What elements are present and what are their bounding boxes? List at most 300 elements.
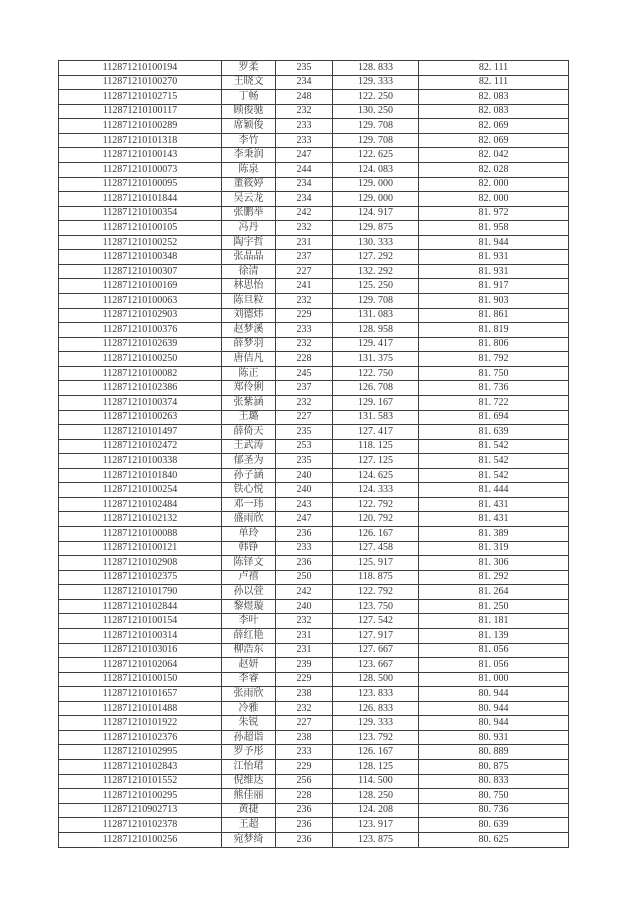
score1-cell: 227 bbox=[276, 264, 333, 279]
name-cell: 刘德炜 bbox=[222, 308, 276, 323]
table-row bbox=[59, 148, 569, 163]
score1-cell: 232 bbox=[276, 104, 333, 119]
score2-cell: 129. 000 bbox=[333, 192, 419, 207]
table-row bbox=[59, 512, 569, 527]
score3-cell: 81. 444 bbox=[419, 483, 569, 498]
name-cell: 顾俊驰 bbox=[222, 104, 276, 119]
name-cell: 朱锐 bbox=[222, 716, 276, 731]
table-row bbox=[59, 264, 569, 279]
score3-cell: 81. 319 bbox=[419, 541, 569, 556]
score3-cell: 82. 111 bbox=[419, 61, 569, 76]
score2-cell: 127. 417 bbox=[333, 425, 419, 440]
exam-id-cell: 112871210100150 bbox=[59, 672, 222, 687]
score3-cell: 81. 181 bbox=[419, 614, 569, 629]
exam-id-cell: 112871210100105 bbox=[59, 221, 222, 236]
score1-cell: 235 bbox=[276, 61, 333, 76]
table-row bbox=[59, 352, 569, 367]
name-cell: 陈铎文 bbox=[222, 556, 276, 571]
exam-id-cell: 112871210102844 bbox=[59, 599, 222, 614]
score2-cell: 124. 083 bbox=[333, 162, 419, 177]
score1-cell: 240 bbox=[276, 468, 333, 483]
table-row bbox=[59, 614, 569, 629]
table-row bbox=[59, 323, 569, 338]
score1-cell: 248 bbox=[276, 90, 333, 105]
table-row bbox=[59, 75, 569, 90]
table-row bbox=[59, 294, 569, 309]
exam-id-cell: 112871210102375 bbox=[59, 570, 222, 585]
score3-cell: 81. 806 bbox=[419, 337, 569, 352]
name-cell: 单玲 bbox=[222, 527, 276, 542]
score3-cell: 80. 833 bbox=[419, 774, 569, 789]
score2-cell: 129. 875 bbox=[333, 221, 419, 236]
score1-cell: 233 bbox=[276, 541, 333, 556]
exam-id-cell: 112871210100121 bbox=[59, 541, 222, 556]
exam-id-cell: 112871210101840 bbox=[59, 468, 222, 483]
table-row bbox=[59, 337, 569, 352]
score1-cell: 232 bbox=[276, 614, 333, 629]
table-row bbox=[59, 818, 569, 833]
name-cell: 席颖俊 bbox=[222, 119, 276, 134]
table-row bbox=[59, 599, 569, 614]
exam-id-cell: 112871210100082 bbox=[59, 366, 222, 381]
exam-id-cell: 112871210100289 bbox=[59, 119, 222, 134]
name-cell: 李竹 bbox=[222, 133, 276, 148]
score2-cell: 124. 917 bbox=[333, 206, 419, 221]
score3-cell: 82. 083 bbox=[419, 104, 569, 119]
table-row bbox=[59, 541, 569, 556]
score2-cell: 123. 833 bbox=[333, 687, 419, 702]
table-row bbox=[59, 687, 569, 702]
name-cell: 郁圣为 bbox=[222, 454, 276, 469]
score1-cell: 232 bbox=[276, 701, 333, 716]
score3-cell: 81. 542 bbox=[419, 454, 569, 469]
table-row bbox=[59, 701, 569, 716]
score1-cell: 228 bbox=[276, 352, 333, 367]
table-row bbox=[59, 803, 569, 818]
name-cell: 林思怡 bbox=[222, 279, 276, 294]
table-row bbox=[59, 308, 569, 323]
table-row bbox=[59, 177, 569, 192]
name-cell: 邓一玮 bbox=[222, 497, 276, 512]
exam-id-cell: 112871210102843 bbox=[59, 760, 222, 775]
score1-cell: 245 bbox=[276, 366, 333, 381]
score2-cell: 125. 917 bbox=[333, 556, 419, 571]
name-cell: 丁畅 bbox=[222, 90, 276, 105]
score1-cell: 235 bbox=[276, 454, 333, 469]
name-cell: 卢禧 bbox=[222, 570, 276, 585]
exam-id-cell: 112871210100254 bbox=[59, 483, 222, 498]
score3-cell: 82. 083 bbox=[419, 90, 569, 105]
table-row bbox=[59, 658, 569, 673]
exam-id-cell: 112871210102378 bbox=[59, 818, 222, 833]
name-cell: 郑伶俐 bbox=[222, 381, 276, 396]
score1-cell: 242 bbox=[276, 206, 333, 221]
name-cell: 陶宇哲 bbox=[222, 235, 276, 250]
score2-cell: 126. 708 bbox=[333, 381, 419, 396]
name-cell: 王武涛 bbox=[222, 439, 276, 454]
score1-cell: 236 bbox=[276, 527, 333, 542]
score1-cell: 238 bbox=[276, 687, 333, 702]
name-cell: 吴云龙 bbox=[222, 192, 276, 207]
score2-cell: 122. 250 bbox=[333, 90, 419, 105]
score2-cell: 128. 125 bbox=[333, 760, 419, 775]
exam-id-cell: 112871210100256 bbox=[59, 832, 222, 847]
name-cell: 倪维达 bbox=[222, 774, 276, 789]
table-row bbox=[59, 61, 569, 76]
exam-id-cell: 112871210100263 bbox=[59, 410, 222, 425]
score2-cell: 130. 333 bbox=[333, 235, 419, 250]
name-cell: 徐清 bbox=[222, 264, 276, 279]
exam-id-cell: 112871210102386 bbox=[59, 381, 222, 396]
name-cell: 李秉润 bbox=[222, 148, 276, 163]
exam-id-cell: 112871210102903 bbox=[59, 308, 222, 323]
score2-cell: 124. 625 bbox=[333, 468, 419, 483]
score2-cell: 127. 917 bbox=[333, 628, 419, 643]
table-row bbox=[59, 730, 569, 745]
table-row bbox=[59, 454, 569, 469]
table-row bbox=[59, 206, 569, 221]
table-row bbox=[59, 221, 569, 236]
exam-id-cell: 112871210102639 bbox=[59, 337, 222, 352]
score2-cell: 127. 667 bbox=[333, 643, 419, 658]
exam-id-cell: 112871210102908 bbox=[59, 556, 222, 571]
exam-id-cell: 112871210902713 bbox=[59, 803, 222, 818]
score3-cell: 81. 542 bbox=[419, 468, 569, 483]
name-cell: 唐佶凡 bbox=[222, 352, 276, 367]
table-row bbox=[59, 395, 569, 410]
score1-cell: 239 bbox=[276, 658, 333, 673]
name-cell: 陈泉 bbox=[222, 162, 276, 177]
score3-cell: 81. 861 bbox=[419, 308, 569, 323]
score2-cell: 128. 500 bbox=[333, 672, 419, 687]
score3-cell: 80. 889 bbox=[419, 745, 569, 760]
score3-cell: 81. 694 bbox=[419, 410, 569, 425]
name-cell: 薛梦羽 bbox=[222, 337, 276, 352]
name-cell: 王晓文 bbox=[222, 75, 276, 90]
table-row bbox=[59, 468, 569, 483]
name-cell: 黄捷 bbox=[222, 803, 276, 818]
score3-cell: 81. 944 bbox=[419, 235, 569, 250]
score2-cell: 122. 750 bbox=[333, 366, 419, 381]
table-row bbox=[59, 556, 569, 571]
score-table bbox=[58, 60, 569, 848]
name-cell: 张雨欣 bbox=[222, 687, 276, 702]
score3-cell: 80. 750 bbox=[419, 789, 569, 804]
exam-id-cell: 112871210100314 bbox=[59, 628, 222, 643]
name-cell: 张紫涵 bbox=[222, 395, 276, 410]
exam-id-cell: 112871210100250 bbox=[59, 352, 222, 367]
score1-cell: 247 bbox=[276, 512, 333, 527]
exam-id-cell: 112871210102995 bbox=[59, 745, 222, 760]
name-cell: 孙超诣 bbox=[222, 730, 276, 745]
score3-cell: 81. 431 bbox=[419, 512, 569, 527]
score1-cell: 240 bbox=[276, 599, 333, 614]
score1-cell: 236 bbox=[276, 803, 333, 818]
score3-cell: 81. 056 bbox=[419, 643, 569, 658]
table-row bbox=[59, 250, 569, 265]
score3-cell: 80. 944 bbox=[419, 716, 569, 731]
score2-cell: 118. 875 bbox=[333, 570, 419, 585]
exam-id-cell: 112871210101922 bbox=[59, 716, 222, 731]
score1-cell: 234 bbox=[276, 75, 333, 90]
score2-cell: 122. 792 bbox=[333, 497, 419, 512]
exam-id-cell: 112871210102472 bbox=[59, 439, 222, 454]
score2-cell: 118. 125 bbox=[333, 439, 419, 454]
name-cell: 韩铮 bbox=[222, 541, 276, 556]
score3-cell: 80. 625 bbox=[419, 832, 569, 847]
exam-id-cell: 112871210101790 bbox=[59, 585, 222, 600]
table-row bbox=[59, 104, 569, 119]
table-row bbox=[59, 410, 569, 425]
score3-cell: 81. 819 bbox=[419, 323, 569, 338]
table-row bbox=[59, 745, 569, 760]
score1-cell: 232 bbox=[276, 395, 333, 410]
score2-cell: 127. 125 bbox=[333, 454, 419, 469]
name-cell: 薛红艳 bbox=[222, 628, 276, 643]
name-cell: 江怡珺 bbox=[222, 760, 276, 775]
score3-cell: 81. 750 bbox=[419, 366, 569, 381]
score2-cell: 126. 833 bbox=[333, 701, 419, 716]
exam-id-cell: 112871210102376 bbox=[59, 730, 222, 745]
score3-cell: 81. 931 bbox=[419, 250, 569, 265]
score2-cell: 129. 708 bbox=[333, 119, 419, 134]
score3-cell: 81. 056 bbox=[419, 658, 569, 673]
table-row bbox=[59, 439, 569, 454]
score2-cell: 128. 958 bbox=[333, 323, 419, 338]
exam-id-cell: 112871210100117 bbox=[59, 104, 222, 119]
name-cell: 董筱婷 bbox=[222, 177, 276, 192]
score3-cell: 81. 903 bbox=[419, 294, 569, 309]
name-cell: 罗柔 bbox=[222, 61, 276, 76]
name-cell: 铁心悦 bbox=[222, 483, 276, 498]
score1-cell: 236 bbox=[276, 832, 333, 847]
score2-cell: 131. 583 bbox=[333, 410, 419, 425]
score1-cell: 233 bbox=[276, 133, 333, 148]
score3-cell: 81. 292 bbox=[419, 570, 569, 585]
name-cell: 孙以萱 bbox=[222, 585, 276, 600]
table-row bbox=[59, 381, 569, 396]
score3-cell: 82. 069 bbox=[419, 133, 569, 148]
score3-cell: 81. 306 bbox=[419, 556, 569, 571]
score2-cell: 129. 333 bbox=[333, 75, 419, 90]
table-row bbox=[59, 585, 569, 600]
score3-cell: 81. 972 bbox=[419, 206, 569, 221]
table-row bbox=[59, 570, 569, 585]
table-row bbox=[59, 279, 569, 294]
score1-cell: 231 bbox=[276, 643, 333, 658]
table-row bbox=[59, 366, 569, 381]
score2-cell: 123. 750 bbox=[333, 599, 419, 614]
exam-id-cell: 112871210100252 bbox=[59, 235, 222, 250]
name-cell: 薛倚天 bbox=[222, 425, 276, 440]
table-row bbox=[59, 760, 569, 775]
score2-cell: 128. 250 bbox=[333, 789, 419, 804]
table-row bbox=[59, 90, 569, 105]
exam-id-cell: 112871210100354 bbox=[59, 206, 222, 221]
exam-id-cell: 112871210101497 bbox=[59, 425, 222, 440]
score3-cell: 80. 944 bbox=[419, 701, 569, 716]
score1-cell: 227 bbox=[276, 716, 333, 731]
exam-id-cell: 112871210100169 bbox=[59, 279, 222, 294]
score2-cell: 127. 458 bbox=[333, 541, 419, 556]
score3-cell: 81. 389 bbox=[419, 527, 569, 542]
exam-id-cell: 112871210100194 bbox=[59, 61, 222, 76]
table-row bbox=[59, 133, 569, 148]
score1-cell: 237 bbox=[276, 250, 333, 265]
score3-cell: 82. 000 bbox=[419, 192, 569, 207]
score3-cell: 81. 931 bbox=[419, 264, 569, 279]
table-row bbox=[59, 162, 569, 177]
exam-id-cell: 112871210102715 bbox=[59, 90, 222, 105]
name-cell: 熊佳丽 bbox=[222, 789, 276, 804]
score1-cell: 232 bbox=[276, 337, 333, 352]
score3-cell: 82. 069 bbox=[419, 119, 569, 134]
score1-cell: 232 bbox=[276, 221, 333, 236]
name-cell: 王超 bbox=[222, 818, 276, 833]
score3-cell: 81. 958 bbox=[419, 221, 569, 236]
exam-id-cell: 112871210100095 bbox=[59, 177, 222, 192]
name-cell: 李叶 bbox=[222, 614, 276, 629]
name-cell: 柳浩东 bbox=[222, 643, 276, 658]
exam-id-cell: 112871210100376 bbox=[59, 323, 222, 338]
score2-cell: 123. 917 bbox=[333, 818, 419, 833]
score1-cell: 236 bbox=[276, 818, 333, 833]
table-row bbox=[59, 774, 569, 789]
name-cell: 赵梦溪 bbox=[222, 323, 276, 338]
score2-cell: 125. 250 bbox=[333, 279, 419, 294]
score1-cell: 232 bbox=[276, 294, 333, 309]
table-row bbox=[59, 483, 569, 498]
table-row bbox=[59, 643, 569, 658]
score2-cell: 124. 208 bbox=[333, 803, 419, 818]
score2-cell: 130. 250 bbox=[333, 104, 419, 119]
exam-id-cell: 112871210100073 bbox=[59, 162, 222, 177]
score1-cell: 242 bbox=[276, 585, 333, 600]
exam-id-cell: 112871210100088 bbox=[59, 527, 222, 542]
score2-cell: 129. 708 bbox=[333, 294, 419, 309]
table-row bbox=[59, 832, 569, 847]
score1-cell: 227 bbox=[276, 410, 333, 425]
name-cell: 赵妍 bbox=[222, 658, 276, 673]
score3-cell: 81. 722 bbox=[419, 395, 569, 410]
name-cell: 陈旦粒 bbox=[222, 294, 276, 309]
name-cell: 李睿 bbox=[222, 672, 276, 687]
exam-id-cell: 112871210100295 bbox=[59, 789, 222, 804]
exam-id-cell: 112871210101318 bbox=[59, 133, 222, 148]
score3-cell: 82. 042 bbox=[419, 148, 569, 163]
table-row bbox=[59, 672, 569, 687]
name-cell: 孙子涵 bbox=[222, 468, 276, 483]
score1-cell: 247 bbox=[276, 148, 333, 163]
score1-cell: 229 bbox=[276, 308, 333, 323]
score2-cell: 129. 333 bbox=[333, 716, 419, 731]
score1-cell: 233 bbox=[276, 119, 333, 134]
score-table-body bbox=[59, 61, 569, 848]
exam-id-cell: 112871210100270 bbox=[59, 75, 222, 90]
score2-cell: 129. 000 bbox=[333, 177, 419, 192]
score2-cell: 127. 542 bbox=[333, 614, 419, 629]
score2-cell: 123. 667 bbox=[333, 658, 419, 673]
score1-cell: 234 bbox=[276, 192, 333, 207]
score2-cell: 129. 417 bbox=[333, 337, 419, 352]
score3-cell: 82. 111 bbox=[419, 75, 569, 90]
score1-cell: 229 bbox=[276, 760, 333, 775]
score1-cell: 231 bbox=[276, 628, 333, 643]
score1-cell: 228 bbox=[276, 789, 333, 804]
exam-id-cell: 112871210101844 bbox=[59, 192, 222, 207]
exam-id-cell: 112871210102064 bbox=[59, 658, 222, 673]
score1-cell: 240 bbox=[276, 483, 333, 498]
exam-id-cell: 112871210102484 bbox=[59, 497, 222, 512]
score1-cell: 235 bbox=[276, 425, 333, 440]
score3-cell: 81. 431 bbox=[419, 497, 569, 512]
score2-cell: 126. 167 bbox=[333, 527, 419, 542]
score1-cell: 231 bbox=[276, 235, 333, 250]
score3-cell: 80. 736 bbox=[419, 803, 569, 818]
score2-cell: 122. 625 bbox=[333, 148, 419, 163]
table-row bbox=[59, 716, 569, 731]
exam-id-cell: 112871210100374 bbox=[59, 395, 222, 410]
exam-id-cell: 112871210100348 bbox=[59, 250, 222, 265]
table-row bbox=[59, 527, 569, 542]
score2-cell: 114. 500 bbox=[333, 774, 419, 789]
score3-cell: 80. 944 bbox=[419, 687, 569, 702]
name-cell: 盛雨欣 bbox=[222, 512, 276, 527]
name-cell: 王璐 bbox=[222, 410, 276, 425]
exam-id-cell: 112871210101488 bbox=[59, 701, 222, 716]
score2-cell: 128. 833 bbox=[333, 61, 419, 76]
score2-cell: 123. 875 bbox=[333, 832, 419, 847]
score1-cell: 234 bbox=[276, 177, 333, 192]
score2-cell: 129. 708 bbox=[333, 133, 419, 148]
table-row bbox=[59, 497, 569, 512]
exam-id-cell: 112871210103016 bbox=[59, 643, 222, 658]
score2-cell: 122. 792 bbox=[333, 585, 419, 600]
table-row bbox=[59, 789, 569, 804]
name-cell: 黎煜璇 bbox=[222, 599, 276, 614]
exam-id-cell: 112871210100338 bbox=[59, 454, 222, 469]
exam-id-cell: 112871210100143 bbox=[59, 148, 222, 163]
score1-cell: 250 bbox=[276, 570, 333, 585]
score1-cell: 256 bbox=[276, 774, 333, 789]
score3-cell: 81. 639 bbox=[419, 425, 569, 440]
score3-cell: 81. 917 bbox=[419, 279, 569, 294]
table-row bbox=[59, 628, 569, 643]
score3-cell: 81. 139 bbox=[419, 628, 569, 643]
score3-cell: 80. 639 bbox=[419, 818, 569, 833]
score3-cell: 82. 028 bbox=[419, 162, 569, 177]
name-cell: 张鹏举 bbox=[222, 206, 276, 221]
name-cell: 罗予彤 bbox=[222, 745, 276, 760]
score1-cell: 237 bbox=[276, 381, 333, 396]
score1-cell: 243 bbox=[276, 497, 333, 512]
name-cell: 张晶晶 bbox=[222, 250, 276, 265]
score3-cell: 81. 736 bbox=[419, 381, 569, 396]
score3-cell: 82. 000 bbox=[419, 177, 569, 192]
score1-cell: 241 bbox=[276, 279, 333, 294]
score2-cell: 129. 167 bbox=[333, 395, 419, 410]
score1-cell: 233 bbox=[276, 745, 333, 760]
score2-cell: 126. 167 bbox=[333, 745, 419, 760]
score3-cell: 80. 875 bbox=[419, 760, 569, 775]
score1-cell: 233 bbox=[276, 323, 333, 338]
exam-id-cell: 112871210102132 bbox=[59, 512, 222, 527]
score1-cell: 236 bbox=[276, 556, 333, 571]
score2-cell: 123. 792 bbox=[333, 730, 419, 745]
name-cell: 宛梦绮 bbox=[222, 832, 276, 847]
exam-id-cell: 112871210100063 bbox=[59, 294, 222, 309]
score2-cell: 131. 375 bbox=[333, 352, 419, 367]
